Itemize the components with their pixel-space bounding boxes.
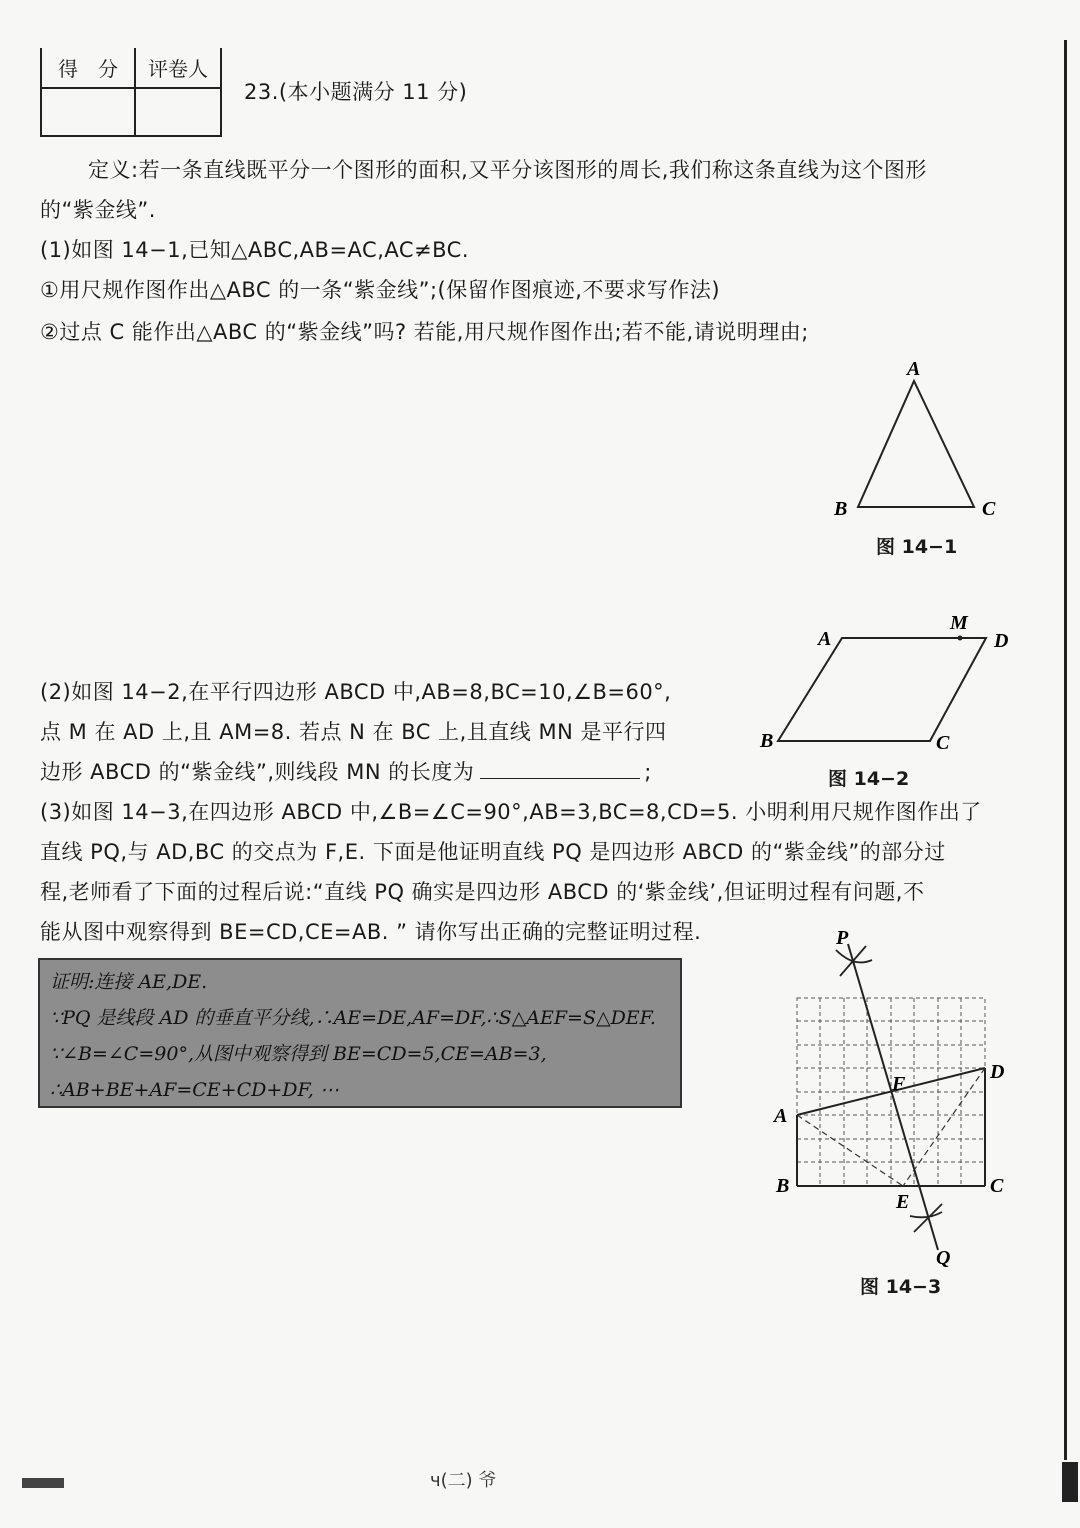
part2-line-3-end: ; [644,760,652,784]
definition-line-2: 的“紫金线”. [40,198,156,222]
label-d: D [994,630,1009,652]
score-cell [41,88,135,136]
point-m [958,636,963,641]
proof-line-3: ∵∠B=∠C=90°,从图中观察得到 BE=CD=5,CE=AB=3, [50,1043,547,1065]
label-a: A [774,1105,788,1127]
figure-14-2 [750,605,1020,755]
figure-14-1-caption: 图 14−1 [876,536,958,558]
arc-marks [836,946,942,1232]
parallelogram-abcd [778,638,986,741]
part1-question-2: ②过点 C 能作出△ABC 的“紫金线”吗? 若能,用尺规作图作出;若不能,请说明理由; [40,320,809,344]
proof-line-4: ∴AB+BE+AF=CE+CD+DF, ⋯ [50,1079,339,1101]
label-c: C [936,732,950,754]
definition-line-1: 定义:若一条直线既平分一个图形的面积,又平分该图形的周长,我们称这条直线为这个图形 [88,158,927,182]
label-c: C [990,1175,1004,1197]
grader-header: 评卷人 [135,48,221,88]
label-b: B [834,498,848,520]
label-c: C [982,498,996,520]
bottom-right-mark [1062,1462,1078,1502]
part3-line-4: 能从图中观察得到 BE=CD,CE=AB. ” 请你写出正确的完整证明过程. [40,920,702,944]
part1-question-1: ①用尺规作图作出△ABC 的一条“紫金线”;(保留作图痕迹,不要求写作法) [40,278,721,302]
question-header: 23.(本小题满分 11 分) [244,80,468,104]
label-a: A [907,358,921,380]
score-header: 得 分 [41,48,135,88]
score-table [40,48,222,137]
proof-box [38,958,682,1108]
label-m: M [950,612,968,634]
grader-cell [135,88,221,136]
figure-14-3-caption: 图 14−3 [860,1276,942,1298]
line-pq [848,944,938,1250]
page-footer: ч(二) 爷 [430,1470,497,1491]
label-b: B [776,1175,790,1197]
figure-14-2-caption: 图 14−2 [828,768,910,790]
part3-line-3: 程,老师看了下面的过程后说:“直线 PQ 确实是四边形 ABCD 的‘紫金线’,但证明过程有问题,不 [40,880,925,904]
figure-14-3 [760,920,1040,1270]
part2-line-3 [40,752,652,792]
right-margin-rule [1064,40,1067,1460]
part3-line-1: (3)如图 14−3,在四边形 ABCD 中,∠B=∠C=90°,AB=3,BC=8,CD=5. 小明利用尺规作图作出了 [40,800,982,824]
label-d: D [990,1061,1005,1083]
label-a: A [818,628,832,650]
label-e: E [896,1191,910,1213]
proof-line-1: 证明:连接 AE,DE. [50,971,208,993]
part2-line-3-text: 边形 ABCD 的“紫金线”,则线段 MN 的长度为 [40,760,475,784]
label-f: F [892,1073,906,1095]
part3-line-2: 直线 PQ,与 AD,BC 的交点为 F,E. 下面是他证明直线 PQ 是四边形 ABCD 的“紫金线”的部分过 [40,840,946,864]
part2-line-2: 点 M 在 AD 上,且 AM=8. 若点 N 在 BC 上,且直线 MN 是平行四 [40,720,667,744]
answer-blank[interactable] [480,752,640,779]
label-b: B [760,730,774,752]
bottom-left-mark [22,1478,64,1488]
part1-intro: (1)如图 14−1,已知△ABC,AB=AC,AC≠BC. [40,238,470,262]
label-p: P [836,927,849,949]
part2-line-1: (2)如图 14−2,在平行四边形 ABCD 中,AB=8,BC=10,∠B=60°, [40,680,672,704]
triangle-abc [858,381,974,507]
proof-line-2: ∵PQ 是线段 AD 的垂直平分线,∴AE=DE,AF=DF,∴S△AEF=S△DEF. [50,1007,656,1029]
label-q: Q [936,1247,951,1269]
